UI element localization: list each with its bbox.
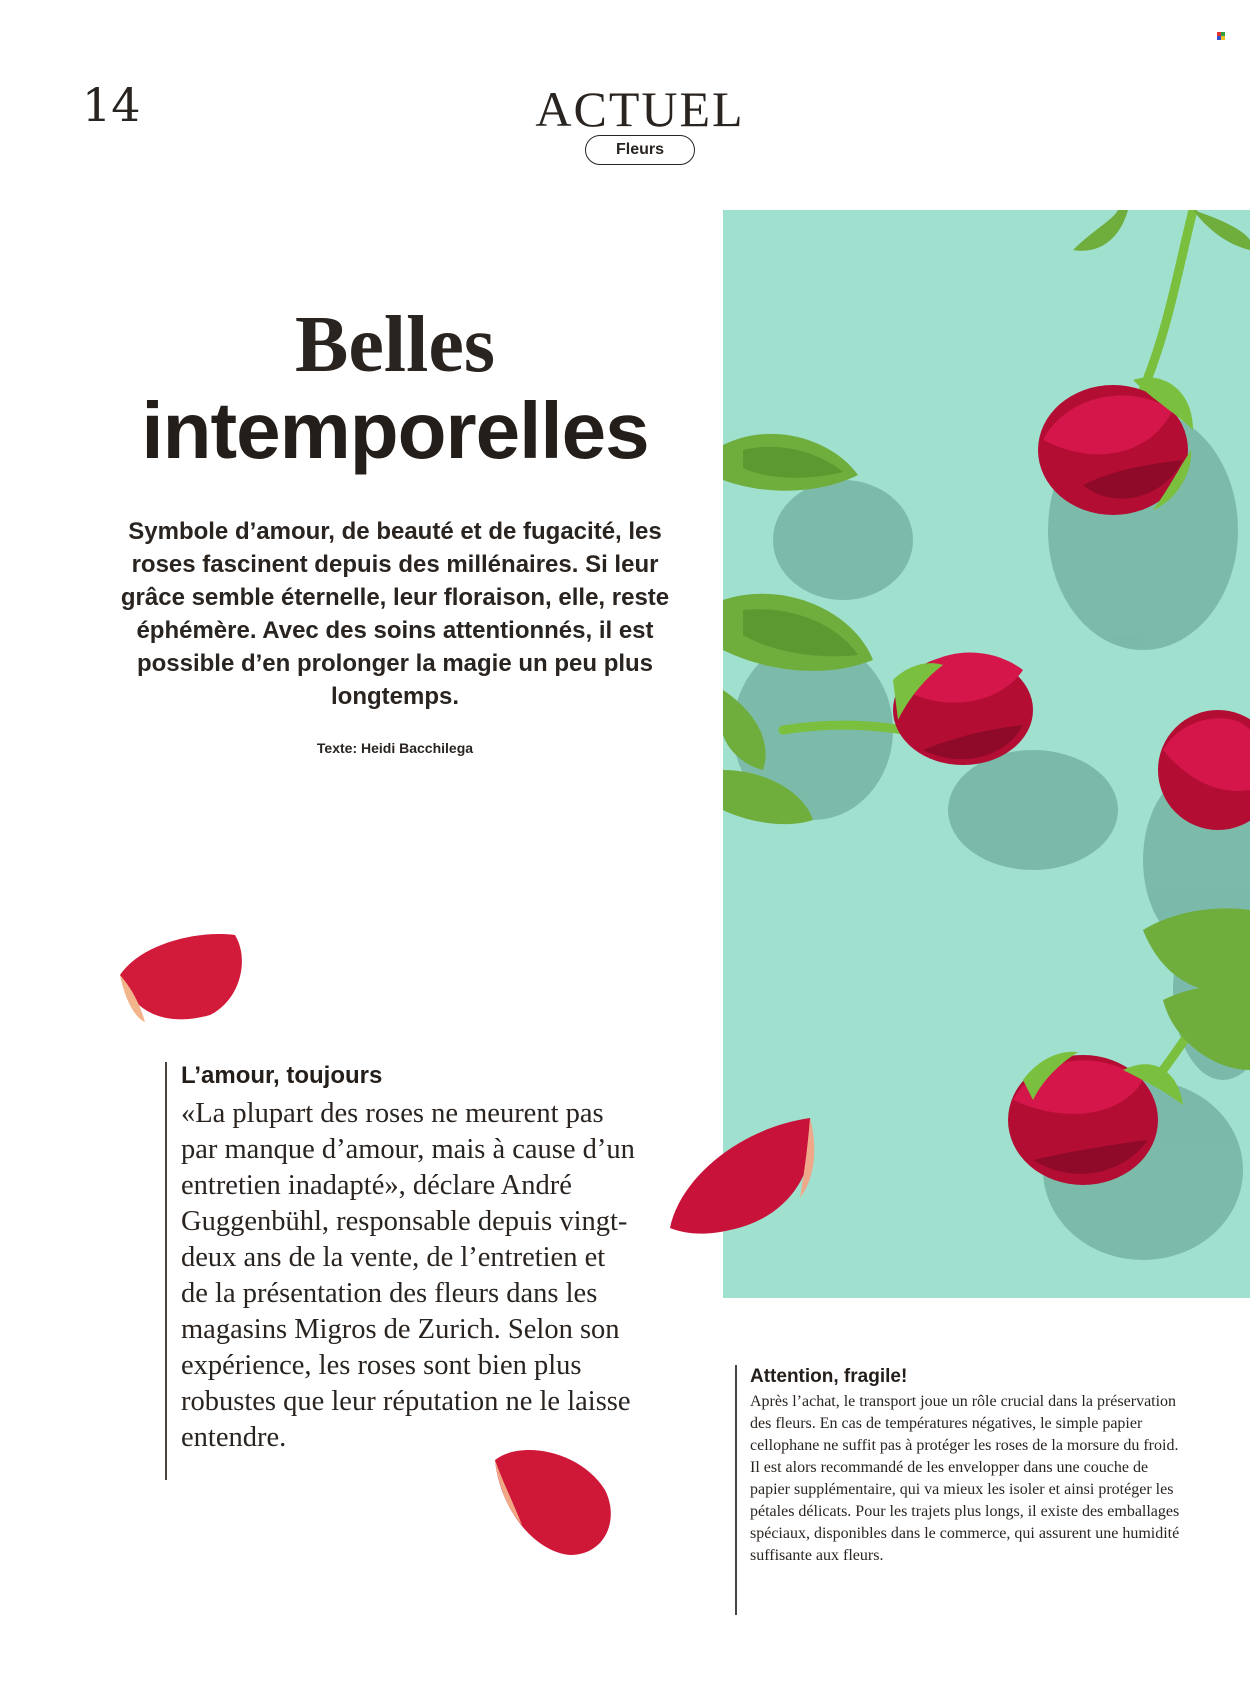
- info-box-body: Après l’achat, le transport joue un rôle crucial dans la préservation des fleurs. En cas de températures négatives, le simple papier cellophane ne suffit pas à protéger les roses de la morsure du froid. Il est alors recommandé de les envelopper dans une couche de papier supplémentaire, qui va mieux les isoler et ainsi protéger les pétales délicats. Pour les trajets plus longs, il existe des emballages spéciaux, disponibles dans le commerce, qui assurent une humidité suffisante aux fleurs.: [750, 1393, 1180, 1564]
- info-box-heading: Attention, fragile!: [750, 1366, 908, 1387]
- color-mark-icon: [1217, 32, 1225, 40]
- article-lead: Symbole d’amour, de beauté et de fugacité, les roses fascinent depuis des millénaires. Si leur grâce semble éternelle, leur floraison, elle, reste éphémère. Avec des soins attentionnés, il est possible d’en prolonger la magie un peu plus longtemps.: [120, 518, 670, 710]
- info-box: [735, 1365, 1185, 1615]
- section-tag: Fleurs: [585, 135, 695, 165]
- byline: Texte: Heidi Bacchilega: [316, 740, 474, 756]
- quote-box-body: «La plupart des roses ne meurent pas par manque d’amour, mais à cause d’un entretien inadapté», déclare André Guggenbühl, responsable depuis vingt-deux ans de la vente, de l’entretien et de la présentation des fleurs dans les magasins Migros de Zurich. Selon son expérience, les roses sont bien plus robustes que leur réputation ne le laisse entendre.: [181, 1098, 635, 1453]
- quote-box-heading: L’amour, toujours: [181, 1062, 383, 1089]
- quote-box: [165, 1062, 635, 1480]
- headline-line-2: intemporelles: [141, 386, 649, 475]
- page-number: 14: [82, 78, 141, 132]
- section-title: ACTUEL: [535, 81, 745, 137]
- rose-petal-icon: [115, 930, 250, 1025]
- headline-line-1: Belles: [295, 301, 495, 389]
- rose-petal-icon: [660, 1108, 820, 1238]
